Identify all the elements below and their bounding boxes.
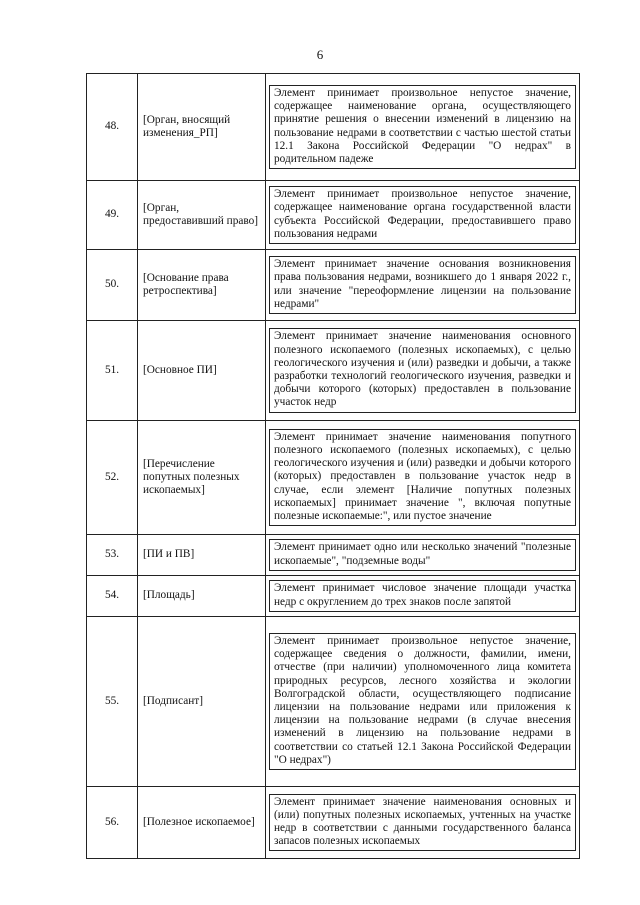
row-number: 54. — [87, 576, 138, 617]
table-row — [87, 181, 580, 250]
element-name: [Площадь] — [138, 576, 266, 617]
row-number: 48. — [87, 74, 138, 181]
row-number: 50. — [87, 250, 138, 321]
element-description: Элемент принимает произвольное непустое значение, содержащее наименование органа, осуществляющего принятие решения о внесении изменений в лицензию на пользование недрами в соответствии с частью шестой статьи 12.1 Закона Российской Федерации "О недрах" в родительном падеже — [269, 85, 576, 169]
row-number: 55. — [87, 617, 138, 787]
element-name: [Орган, вносящий изменения_РП] — [138, 74, 266, 181]
element-name: [ПИ и ПВ] — [138, 535, 266, 576]
element-description: Элемент принимает значение наименования попутного полезного ископаемого (полезных ископаемых), с целью геологического изучения и (или) разведки и добычи которого (которых) предоставлен в пользование участок недр в случае, если элемент [Наличие попутных полезных ископаемых] принимает значение ", включая попутные полезные ископаемые:", или пустое значение — [269, 429, 576, 526]
element-description: Элемент принимает произвольное непустое значение, содержащее сведения о должности, фамилии, имени, отчестве (при наличии) уполномоченного лица комитета природных ресурсов, лесного хозяйства и экологии Волгоградской области, осуществляющего подписание лицензии на пользование недрами или приложения к лицензии на пользование недрами (в случае внесения изменений в лицензию на пользование недрами в соответствии со статьей 12.1 Закона Российской Федерации "О недрах") — [269, 633, 576, 770]
row-number: 52. — [87, 421, 138, 535]
row-number: 51. — [87, 321, 138, 421]
row-number: 49. — [87, 181, 138, 250]
element-description: Элемент принимает значение наименования основного полезного ископаемого (полезных ископаемых), с целью геологического изучения и (или) разведки и добычи, а также разработки технологий геологического изучения, разведки и добычи которого (которых) предоставлен в пользование участок недр — [269, 328, 576, 412]
element-description: Элемент принимает значение основания возникновения права пользования недрами, возникшего до 1 января 2022 г., или значение "переоформление лицензии на пользование недрами" — [269, 256, 576, 314]
element-name: [Полезное ископаемое] — [138, 787, 266, 859]
table-row — [87, 576, 580, 617]
row-number: 53. — [87, 535, 138, 576]
element-name: [Перечисление попутных полезных ископаемых] — [138, 421, 266, 535]
row-number: 56. — [87, 787, 138, 859]
table-row — [87, 250, 580, 321]
element-name: [Основание права ретроспектива] — [138, 250, 266, 321]
table-row — [87, 535, 580, 576]
element-description: Элемент принимает значение наименования основных и (или) попутных полезных ископаемых, учтенных на участке недр в соответствии с данными государственного баланса запасов полезных ископаемых — [269, 794, 576, 852]
elements-table — [86, 73, 580, 859]
table-row — [87, 787, 580, 859]
element-description: Элемент принимает произвольное непустое значение, содержащее наименование органа государственной власти субъекта Российской Федерации, предоставившего право пользования недрами — [269, 186, 576, 244]
element-name: [Подписант] — [138, 617, 266, 787]
element-name: [Основное ПИ] — [138, 321, 266, 421]
page-number: 6 — [316, 47, 324, 62]
table-row — [87, 321, 580, 421]
element-description: Элемент принимает числовое значение площади участка недр с округлением до трех знаков после запятой — [269, 580, 576, 611]
element-description: Элемент принимает одно или несколько значений "полезные ископаемые", "подземные воды" — [269, 539, 576, 570]
element-name: [Орган, предоставивший право] — [138, 181, 266, 250]
table-row — [87, 74, 580, 181]
table-row — [87, 617, 580, 787]
table-row — [87, 421, 580, 535]
